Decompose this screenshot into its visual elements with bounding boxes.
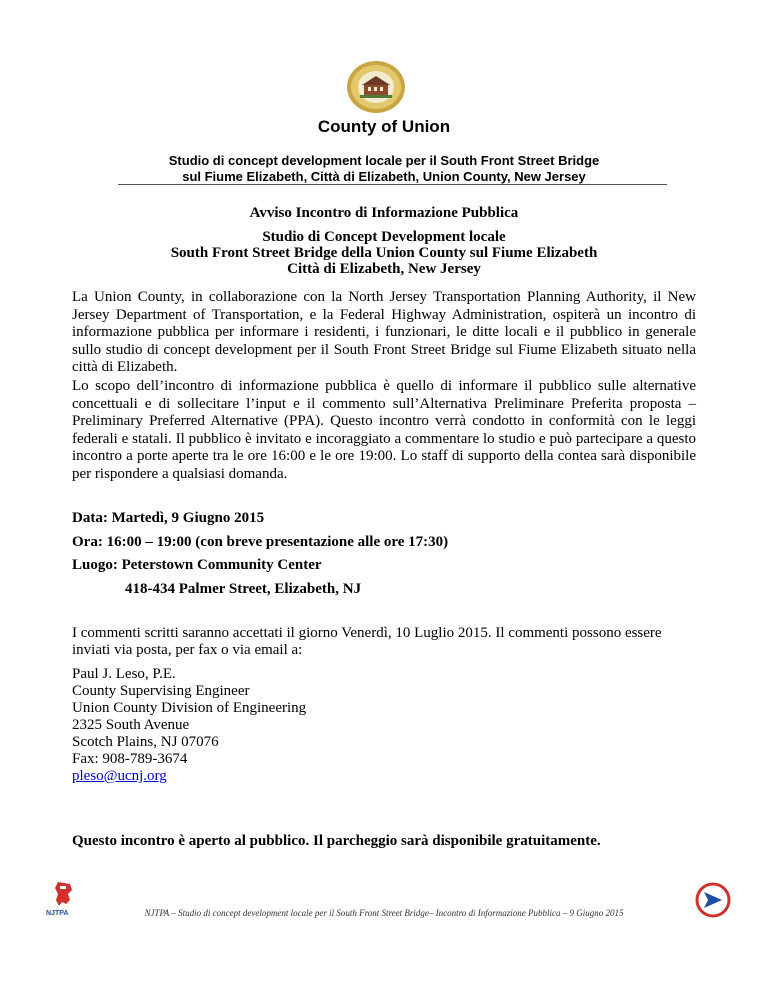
- study-title-line-1: Studio di concept development locale per il South Front Street Bridge: [168, 153, 600, 168]
- event-location: Luogo: Peterstown Community Center: [72, 557, 322, 573]
- purpose-paragraph: Lo scopo dell’incontro di informazione pubblica è quello di informare il pubblico sulle alternative concettuali e di sollecitare l’input e il commento sull’Alternativa Preliminare Preferita proposta – Preliminary Preferred Alternative (PPA). Questo incontro verrà condotto in conformità con le leggi federali e statali. Il pubblico è invitato e incoraggiato a commentare lo studio e può partecipare a questo incontro a porte aperte tra le ore 16:00 e le ore 19:00. Lo staff di supporto della contea sarà disponibile per rispondere a qualsiasi domanda.: [72, 378, 696, 482]
- notice-subtitle-1: Studio di Concept Development locale: [262, 229, 506, 245]
- comments-line-1: I commenti scritti saranno accettati il giorno Venerdì, 10 Luglio 2015. Il commenti possono essere: [72, 625, 662, 641]
- contact-title: County Supervising Engineer: [72, 683, 250, 699]
- study-title-line-2: sul Fiume Elizabeth, Città di Elizabeth, Union County, New Jersey: [182, 169, 586, 184]
- closing-statement: Questo incontro è aperto al pubblico. Il parcheggio sarà disponibile gratuitamente.: [72, 833, 601, 849]
- intro-paragraph: La Union County, in collaborazione con la North Jersey Transportation Planning Authority, il New Jersey Department of Transportation, e la Federal Highway Administration, ospiterà un incontro di informazione pubblica per informare i residenti, i funzionari, le ditte locali e il pubblico in generale sullo studio di concept development per il South Front Street Bridge sul Fiume Elizabeth situato nella città di Elizabeth.: [72, 289, 696, 375]
- county-seal-logo: [346, 60, 406, 114]
- header-divider: [118, 184, 667, 185]
- notice-subtitle-2: South Front Street Bridge della Union County sul Fiume Elizabeth: [170, 245, 598, 261]
- footer-text: NJTPA – Studio di concept development locale per il South Front Street Bridge– Incontro di Informazione Pubblica – 9 Giugno 2015: [144, 908, 624, 918]
- comments-line-2: inviati via posta, per fax o via email a:: [72, 642, 303, 658]
- notice-subtitle-3: Città di Elizabeth, New Jersey: [287, 261, 481, 277]
- contact-fax: Fax: 908-789-3674: [72, 751, 188, 767]
- transportation-arrow-logo: [694, 882, 732, 918]
- contact-street: 2325 South Avenue: [72, 717, 190, 733]
- event-time: Ora: 16:00 – 19:00 (con breve presentazione alle ore 17:30): [72, 534, 449, 550]
- notice-title: Avviso Incontro di Informazione Pubblica: [249, 205, 519, 221]
- contact-email-link[interactable]: pleso@ucnj.org: [72, 768, 167, 784]
- njtpa-logo-text: NJTPA: [46, 910, 69, 917]
- contact-division: Union County Division of Engineering: [72, 700, 307, 716]
- event-date: Data: Martedì, 9 Giugno 2015: [72, 510, 265, 526]
- event-address: 418-434 Palmer Street, Elizabeth, NJ: [125, 581, 362, 597]
- contact-email-line: [72, 768, 167, 786]
- contact-city: Scotch Plains, NJ 07076: [72, 734, 219, 750]
- contact-name: Paul J. Leso, P.E.: [72, 666, 176, 682]
- county-title: County of Union: [317, 117, 451, 136]
